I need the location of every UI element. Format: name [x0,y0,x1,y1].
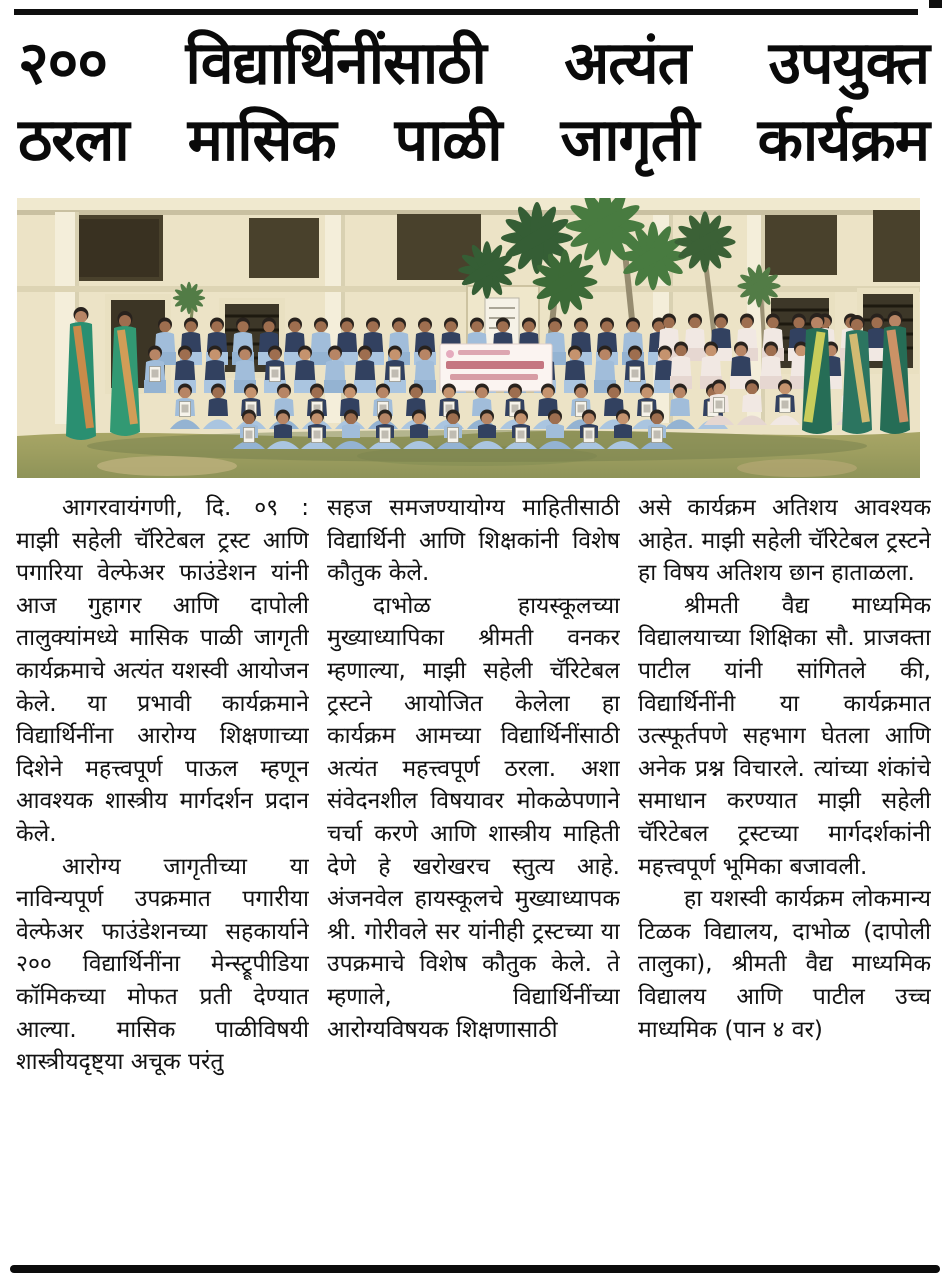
headline-line-1: २०० विद्यार्थिनींसाठी अत्यंत उपयुक्त [18,28,929,97]
headline-line-2: ठरला मासिक पाळी जागृती कार्यक्रम [18,105,929,174]
article-paragraph: सहज समजण्यायोग्य माहितीसाठी विद्यार्थिनी आणि शिक्षकांनी विशेष कौतुक केले. [327,495,620,587]
article-column-1 [16,492,309,1256]
article-paragraph: आगरवायंगणी, दि. ०९ : माझी सहेली चॅरिटेबल ट्रस्ट आणि पगारिया वेल्फेअर फाउंडेशन यांनी आज गुहागर आणि दापोली तालुक्यांमध्ये मासिक पाळी जागृती कार्यक्रमाचे अत्यंत यशस्वी आयोजन केले. या प्रभावी कार्यक्रमाने विद्यार्थिनींना आरोग्य शिक्षणाच्या दिशेने महत्त्वपूर्ण पाऊल म्हणून आवश्यक शास्त्रीय मार्गदर्शन प्रदान केले. [16,495,309,847]
corner-print-fragment [929,0,942,8]
grass-ground [17,430,920,478]
article-column-3 [638,492,931,1256]
bottom-rule [10,1265,940,1273]
article-body [16,492,931,1256]
awareness-banner [440,344,552,391]
article-paragraph: दाभोळ हायस्कूलच्या मुख्याध्यापिका श्रीमती वनकर म्हणाल्या, माझी सहेली चॅरिटेबल ट्रस्टने आयोजित केलेला हा कार्यक्रम आमच्या विद्यार्थिनींसाठी अत्यंत महत्त्वपूर्ण ठरला. अशा संवेदनशील विषयावर मोकळेपणाने चर्चा करणे आणि शास्त्रीय माहिती देणे हे खरोखरच स्तुत्य आहे. अंजनवेल हायस्कूलचे मुख्याध्यापक श्री. गोरीवले सर यांनीही ट्रस्टच्या या उपक्रमाचे विशेष कौतुक केले. ते म्हणाले, विद्यार्थिनींच्या आरोग्यविषयक शिक्षणासाठी [327,592,620,1043]
headline [18,24,929,178]
article-paragraph: आरोग्य जागृतीच्या या नाविन्यपूर्ण उपक्रमात पगारीया वेल्फेअर फाउंडेशनच्या सहकार्याने २०० विद्यार्थिनींना मेन्स्ट्रूपीडिया कॉमिकच्या मोफत प्रती देण्यात आल्या. मासिक पाळीविषयी शास्त्रीयदृष्ट्या अचूक परंतु [16,853,309,1076]
article-paragraph: श्रीमती वैद्य माध्यमिक विद्यालयाच्या शिक्षिका सौ. प्राजक्ता पाटील यांनी सांगितले की, विद्यार्थिनींनी या कार्यक्रमात उत्स्फूर्तपणे सहभाग घेतला आणि अनेक प्रश्न विचारले. त्यांच्या शंकांचे समाधान करण्यात माझी सहेली चॅरिटेबल ट्रस्टच्या मार्गदर्शकांनी महत्त्वपूर्ण भूमिका बजावली. [638,592,931,880]
article-column-2 [327,492,620,1256]
news-photo [17,198,920,478]
article-paragraph: असे कार्यक्रम अतिशय आवश्यक आहेत. माझी सहेली चॅरिटेबल ट्रस्टने हा विषय अतिशय छान हाताळला. [638,495,931,587]
article-paragraph-continuation-note: हा यशस्वी कार्यक्रम लोकमान्य टिळक विद्यालय, दाभोळ (दापोली तालुका), श्रीमती वैद्य माध्यमिक विद्यालय आणि पाटील उच्च माध्यमिक (पान ४ वर) [638,886,931,1043]
top-rule [14,9,918,15]
